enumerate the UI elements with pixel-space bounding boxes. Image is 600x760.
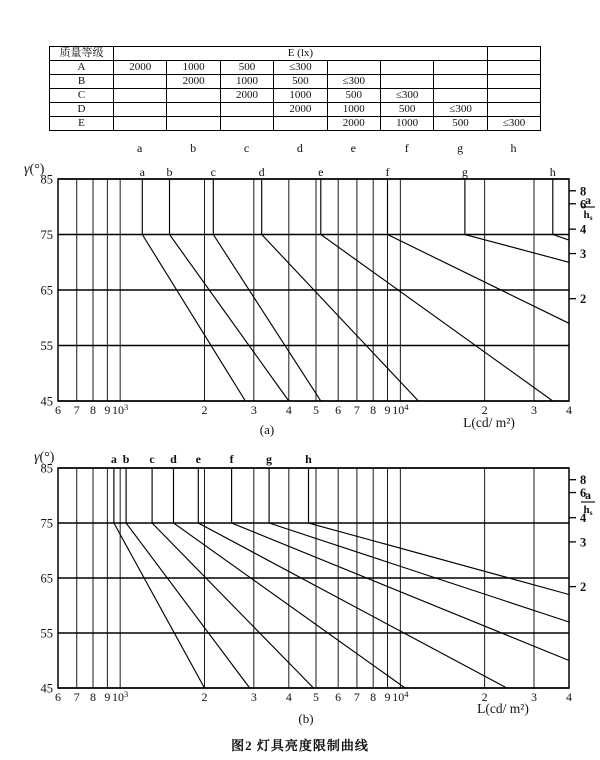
right-scale-label: 8 <box>580 473 587 488</box>
panel-label: (a) <box>259 422 275 437</box>
x-tick-label: 2 <box>201 403 208 417</box>
curve-label-a: a <box>110 452 117 466</box>
table-column-letter: g <box>457 141 464 155</box>
right-scale-label: 3 <box>580 535 587 550</box>
value-cell: ≤300 <box>327 75 380 89</box>
x-tick-label: 8 <box>90 690 97 704</box>
y-tick-label: 85 <box>40 461 53 476</box>
y-tick-label: 75 <box>40 516 53 531</box>
x-tick-label: 7 <box>353 403 360 417</box>
table-column-letter: e <box>350 141 356 155</box>
y-tick-label: 45 <box>40 681 53 696</box>
chart-a <box>24 162 595 437</box>
x-tick-label: $10^4$ <box>392 402 409 417</box>
table-header-illuminance: E (lx) <box>114 47 488 61</box>
table-column-letter: d <box>296 141 303 155</box>
x-tick-label: 3 <box>530 403 537 417</box>
grade-cell: B <box>50 75 114 89</box>
value-cell: 500 <box>434 117 487 131</box>
x-tick-label: 4 <box>285 690 292 704</box>
x-tick-label: 9 <box>384 403 391 417</box>
x-tick-label: 7 <box>353 690 360 704</box>
x-axis-title: L(cd/ m²) <box>463 415 515 430</box>
curve-label-a: a <box>139 165 146 179</box>
right-scale-label: 8 <box>580 184 587 199</box>
grade-cell: C <box>50 89 114 103</box>
x-tick-label: 5 <box>312 690 319 704</box>
curve-label-b: b <box>166 165 173 179</box>
x-tick-label: 9 <box>384 690 391 704</box>
value-cell: 2000 <box>167 75 220 89</box>
grade-cell: A <box>50 61 114 75</box>
value-cell: 1000 <box>380 117 433 131</box>
x-tick-label: 3 <box>250 690 257 704</box>
x-tick-label: $10^3$ <box>112 402 129 417</box>
table-header-grade: 质量等级 <box>50 47 114 61</box>
table-column-letter: f <box>404 141 409 155</box>
x-tick-label: 2 <box>481 690 488 704</box>
x-tick-label: 5 <box>312 403 319 417</box>
curve-label-g: g <box>461 165 468 179</box>
x-tick-label: $10^4$ <box>392 689 409 704</box>
table-column-letter: a <box>137 141 143 155</box>
grade-cell: E <box>50 117 114 131</box>
value-cell: 500 <box>380 103 433 117</box>
grade-cell: D <box>50 103 114 117</box>
value-cell: ≤300 <box>487 117 540 131</box>
y-axis-title: γ(°) <box>34 450 55 465</box>
curve-label-h: h <box>549 165 556 179</box>
curve-label-h: h <box>305 452 312 466</box>
x-tick-label: 7 <box>73 690 80 704</box>
curve-label-f: f <box>229 452 234 466</box>
curve-label-g: g <box>266 452 273 466</box>
table-column-letter: h <box>510 141 517 155</box>
x-tick-label: $10^3$ <box>112 689 129 704</box>
x-tick-label: 4 <box>285 403 292 417</box>
panel-label: (b) <box>298 711 314 726</box>
value-cell: ≤300 <box>434 103 487 117</box>
y-axis-title: γ(°) <box>24 162 45 177</box>
value-cell: 1000 <box>167 61 220 75</box>
curve-label-b: b <box>122 452 130 466</box>
value-cell: 500 <box>327 89 380 103</box>
y-tick-label: 55 <box>40 339 53 353</box>
curve-label-e: e <box>318 165 324 179</box>
value-cell: 2000 <box>220 89 273 103</box>
y-tick-label: 65 <box>40 283 53 298</box>
value-cell: 500 <box>274 75 327 89</box>
right-scale-label: 2 <box>580 580 587 595</box>
x-tick-label: 4 <box>566 690 572 704</box>
x-tick-label: 7 <box>73 403 80 417</box>
right-scale-label: 4 <box>580 511 587 526</box>
x-tick-label: 8 <box>90 403 97 417</box>
curve-label-c: c <box>210 165 216 179</box>
x-tick-label: 9 <box>104 403 111 417</box>
ratio-label-denominator: hs <box>583 209 593 222</box>
right-scale-label: 6 <box>580 197 587 212</box>
right-scale-label: 6 <box>580 486 587 501</box>
curve-label-e: e <box>195 452 201 466</box>
right-scale-label: 3 <box>580 247 587 262</box>
x-tick-label: 8 <box>370 403 377 417</box>
ratio-label-numerator: a <box>585 193 591 207</box>
value-cell: 500 <box>220 61 273 75</box>
x-tick-label: 3 <box>250 403 257 417</box>
x-tick-label: 3 <box>530 690 537 704</box>
x-tick-label: 4 <box>566 403 572 417</box>
x-axis-title: L(cd/ m²) <box>477 701 529 716</box>
y-tick-label: 65 <box>40 571 53 586</box>
x-tick-label: 2 <box>481 403 488 417</box>
x-tick-label: 6 <box>55 403 61 417</box>
chart-b <box>34 450 595 726</box>
curve-h <box>553 179 569 240</box>
value-cell: 2000 <box>327 117 380 131</box>
y-tick-label: 55 <box>40 626 53 641</box>
value-cell: ≤300 <box>274 61 327 75</box>
value-cell: 1000 <box>327 103 380 117</box>
right-scale-label: 2 <box>580 292 587 307</box>
ratio-label-denominator: hs <box>583 504 593 517</box>
y-tick-label: 85 <box>40 172 53 187</box>
value-cell: 1000 <box>274 89 327 103</box>
ratio-label-numerator: a <box>585 488 591 502</box>
right-scale-label: 4 <box>580 222 587 237</box>
curve-label-d: d <box>170 452 177 466</box>
x-tick-label: 8 <box>370 690 377 704</box>
curve-label-d: d <box>258 165 265 179</box>
value-cell: 2000 <box>274 103 327 117</box>
curve-h <box>309 468 570 595</box>
table-column-letter: c <box>243 141 250 155</box>
curve-g <box>465 179 569 262</box>
x-tick-label: 2 <box>201 690 208 704</box>
value-cell: 2000 <box>114 61 167 75</box>
x-tick-label: 9 <box>104 690 111 704</box>
x-tick-label: 6 <box>335 403 342 417</box>
curve-label-f: f <box>385 165 390 179</box>
y-tick-label: 75 <box>40 228 53 242</box>
curve-label-c: c <box>149 452 155 466</box>
y-tick-label: 45 <box>40 394 53 409</box>
x-tick-label: 6 <box>335 690 342 704</box>
value-cell: 1000 <box>220 75 273 89</box>
figure-caption: 图2 灯具亮度限制曲线 <box>231 738 369 753</box>
table-column-letter: b <box>190 141 197 155</box>
x-tick-label: 6 <box>55 690 61 704</box>
value-cell: ≤300 <box>380 89 433 103</box>
